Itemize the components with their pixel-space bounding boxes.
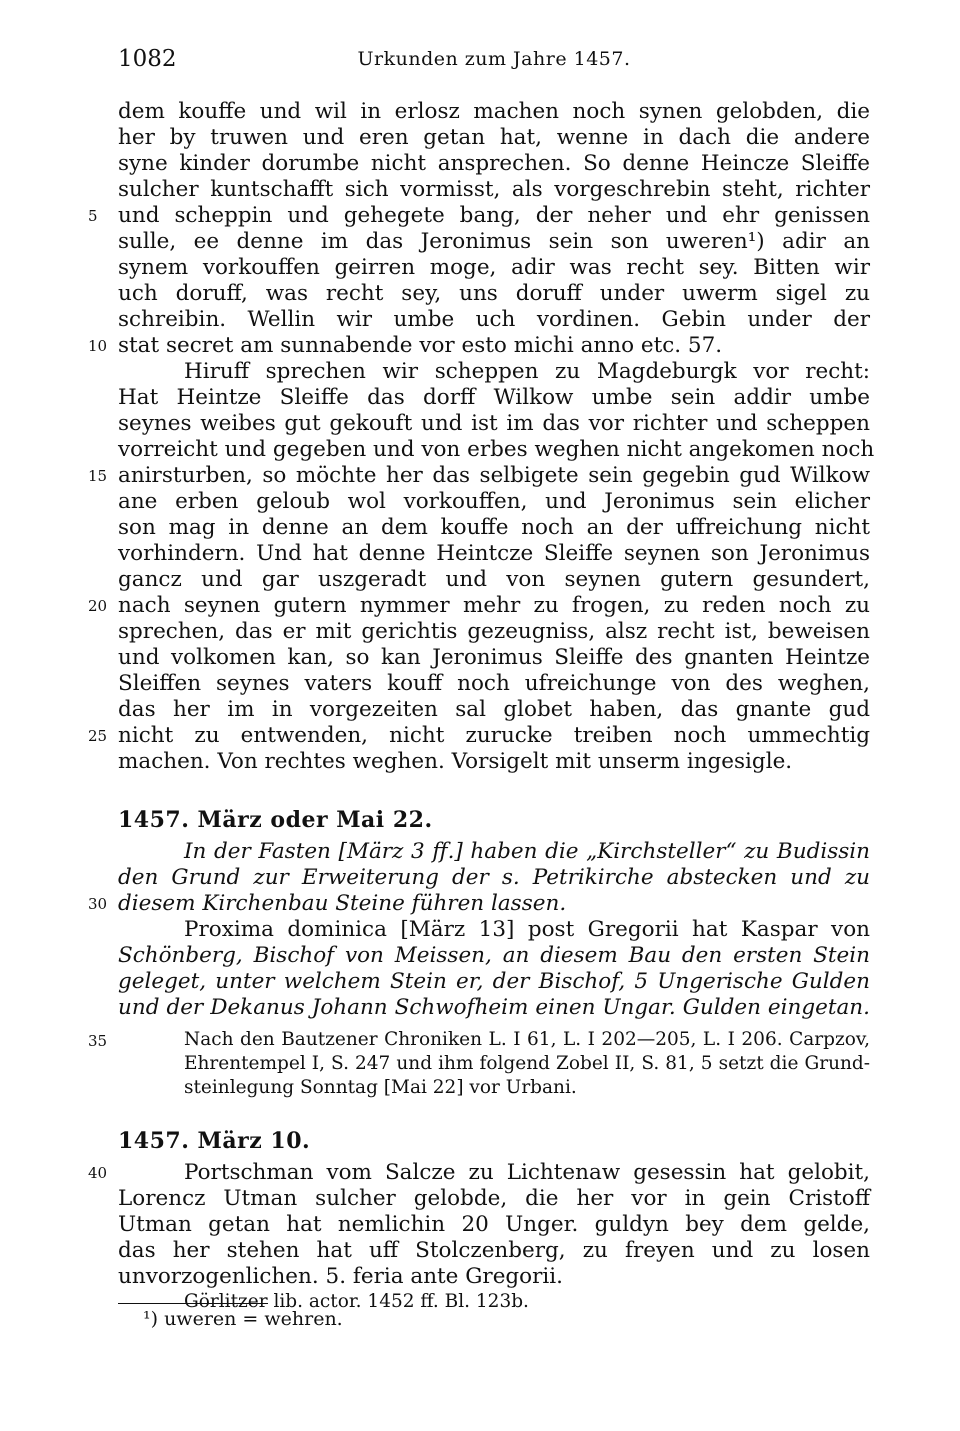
- source-line: Nach den Bautzener Chroniken L. I 61, L. I 202—205, L. I 206. Carpzov,: [184, 1029, 870, 1050]
- text-line: geleget, unter welchem Stein er, der Bischof, 5 Ungerische Gulden: [118, 969, 870, 994]
- line-number: 25: [88, 727, 108, 745]
- source-line: Görlitzer lib. actor. 1452 ff. Bl. 123b.: [184, 1291, 529, 1312]
- line-number: 40: [88, 1164, 108, 1182]
- line-number: 15: [88, 467, 108, 485]
- text-line: den Grund zur Erweiterung der s. Petrikirche abstecken und zu: [118, 865, 870, 890]
- page-header: [118, 46, 870, 76]
- text-line: und scheppin und gehegete bang, der neher und ehr genissen: [118, 203, 870, 228]
- text-line: Schönberg, Bischof von Meissen, an diesem Bau den ersten Stein: [118, 943, 870, 968]
- text-line: sulle, ee denne im das Jeronimus sein son uweren¹) adir an: [118, 229, 870, 254]
- source-line: Ehrentempel I, S. 247 und ihm folgend Zobel II, S. 81, 5 setzt die Grund-: [184, 1053, 870, 1074]
- text-line: Sleiffen seynes vaters kouff noch ufreichunge von des weghen,: [118, 671, 870, 696]
- text-line: syne kinder dorumbe nicht ansprechen. So denne Heincze Sleiffe: [118, 151, 870, 176]
- text-line: und volkomen kan, so kan Jeronimus Sleiffe des gnanten Heintze: [118, 645, 870, 670]
- text-line: Hiruff sprechen wir scheppen zu Magdeburgk vor recht:: [184, 359, 870, 384]
- text-line: das her stehen hat uff Stolczenberg, zu freyen und zu losen: [118, 1238, 870, 1263]
- text-line: anirsturben, so möchte her das selbigete sein gegebin gud Wilkow: [118, 463, 870, 488]
- text-line: synem vorkouffen geirren moge, adir was recht sey. Bitten wir: [118, 255, 870, 280]
- text-line: uch doruff, was recht sey, uns doruff under uwerm sigel zu: [118, 281, 870, 306]
- line-number: 10: [88, 337, 108, 355]
- text-line: gancz und gar uszgeradt und von seynen gutern gesundert,: [118, 567, 870, 592]
- text-line: sprechen, das er mit gerichtis gezeugniss, alsz recht ist, beweisen: [118, 619, 870, 644]
- line-number: 35: [88, 1032, 108, 1050]
- line-number: 30: [88, 895, 108, 913]
- page-number: 1082: [118, 46, 177, 72]
- text-line: unvorzogenlichen. 5. feria ante Gregorii.: [118, 1264, 563, 1289]
- text-line: Lorencz Utman sulcher gelobde, die her vor in gein Cristoff: [118, 1186, 870, 1211]
- text-line: Proxima dominica [März 13] post Gregorii hat Kaspar von: [184, 917, 870, 942]
- text-line: vorreicht und gegeben und von erbes weghen nicht angekomen noch: [118, 437, 875, 462]
- text-line: nach seynen gutern nymmer mehr zu frogen, zu reden noch zu: [118, 593, 870, 618]
- source-line: steinlegung Sonntag [Mai 22] vor Urbani.: [184, 1077, 577, 1098]
- text-line: her by truwen und eren getan hat, wenne in dach die andere: [118, 125, 870, 150]
- text-line: stat secret am sunnabende vor esto michi anno etc. 57.: [118, 333, 723, 358]
- text-line: vorhindern. Und hat denne Heintcze Sleiffe seynen son Jeronimus: [118, 541, 870, 566]
- text-line: schreibin. Wellin wir umbe uch vordinen. Gebin under der: [118, 307, 870, 332]
- footnote: ¹) uweren = wehren.: [143, 1308, 343, 1330]
- text-line: Hat Heintze Sleiffe das dorff Wilkow umbe sein addir umbe: [118, 385, 870, 410]
- line-number: 20: [88, 597, 108, 615]
- footnote-divider: [118, 1303, 268, 1304]
- text-line: ane erben geloub wol vorkouffen, und Jeronimus sein elicher: [118, 489, 870, 514]
- text-line: In der Fasten [März 3 ff.] haben die „Kirchsteller“ zu Budissin: [184, 839, 870, 864]
- text-line: Portschman vom Salcze zu Lichtenaw gesessin hat gelobit,: [184, 1160, 870, 1185]
- text-line: sulcher kuntschafft sich vormisst, als vorgeschrebin steht, richter: [118, 177, 870, 202]
- entry-date: 1457. März oder Mai 22.: [118, 807, 433, 833]
- text-line: und der Dekanus Johann Schwofheim einen Ungar. Gulden eingetan.: [118, 995, 870, 1020]
- text-line: nicht zu entwenden, nicht zurucke treiben noch ummechtig: [118, 723, 870, 748]
- text-line: dem kouffe und wil in erlosz machen noch synen gelobden, die: [118, 99, 870, 124]
- text-line: seynes weibes gut gekouft und ist im das vor richter und scheppen: [118, 411, 870, 436]
- text-line: das her im in vorgezeiten sal globet haben, das gnante gud: [118, 697, 870, 722]
- text-line: machen. Von rechtes weghen. Vorsigelt mit unserm ingesigle.: [118, 749, 793, 774]
- text-line: Utman getan hat nemlichin 20 Unger. guldyn bey dem gelde,: [118, 1212, 870, 1237]
- text-line: son mag in denne an dem kouffe noch an der uffreichung nicht: [118, 515, 870, 540]
- text-line: diesem Kirchenbau Steine führen lassen.: [118, 891, 567, 916]
- running-title: Urkunden zum Jahre 1457.: [357, 48, 631, 70]
- entry-date: 1457. März 10.: [118, 1128, 311, 1154]
- line-number: 5: [88, 207, 98, 225]
